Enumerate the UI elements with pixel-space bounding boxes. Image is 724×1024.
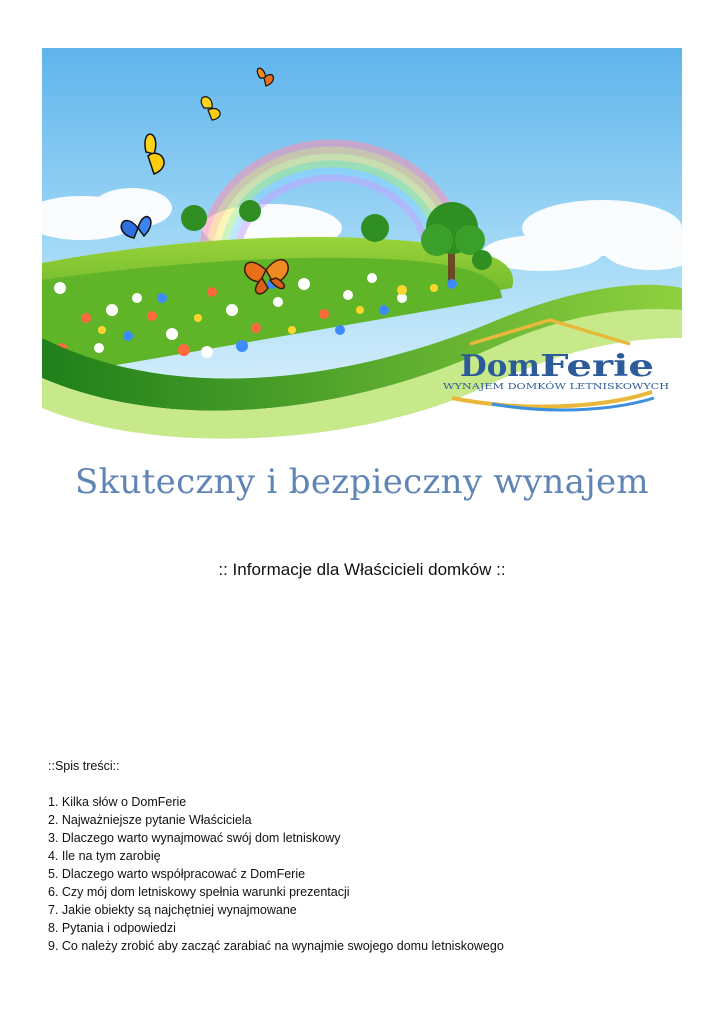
toc-item: 8. Pytania i odpowiedzi [48, 921, 176, 935]
document-subtitle: :: Informacje dla Właścicieli domków :: [218, 560, 506, 579]
toc-item: 4. Ile na tym zarobię [48, 849, 161, 863]
toc-item: 5. Dlaczego warto współpracować z DomFerie [48, 867, 306, 881]
table-of-contents [48, 757, 504, 955]
toc-item: 6. Czy mój dom letniskowy spełnia warunki prezentacji [48, 885, 350, 899]
logo-tagline: WYNAJEM DOMKÓW LETNISKOWYCH [443, 382, 617, 392]
toc-item: 1. Kilka słów o DomFerie [48, 795, 187, 809]
toc-item: 9. Co należy zrobić aby zacząć zarabiać na wynajmie swojego domu letniskowego [48, 939, 504, 953]
toc-item: 2. Najważniejsze pytanie Właściciela [48, 813, 252, 827]
toc-item: 7. Jakie obiekty są najchętniej wynajmowane [48, 903, 297, 917]
toc-heading: ::Spis treści:: [48, 759, 120, 773]
toc-item: 3. Dlaczego warto wynajmować swój dom letniskowy [48, 831, 341, 845]
hero-illustration [42, 48, 682, 450]
logo-brand-second: Ferie [540, 349, 654, 384]
document-title: Skuteczny i bezpieczny wynajem [75, 462, 649, 502]
logo-brand-first: Dom [460, 349, 541, 384]
toc-list [48, 793, 504, 955]
